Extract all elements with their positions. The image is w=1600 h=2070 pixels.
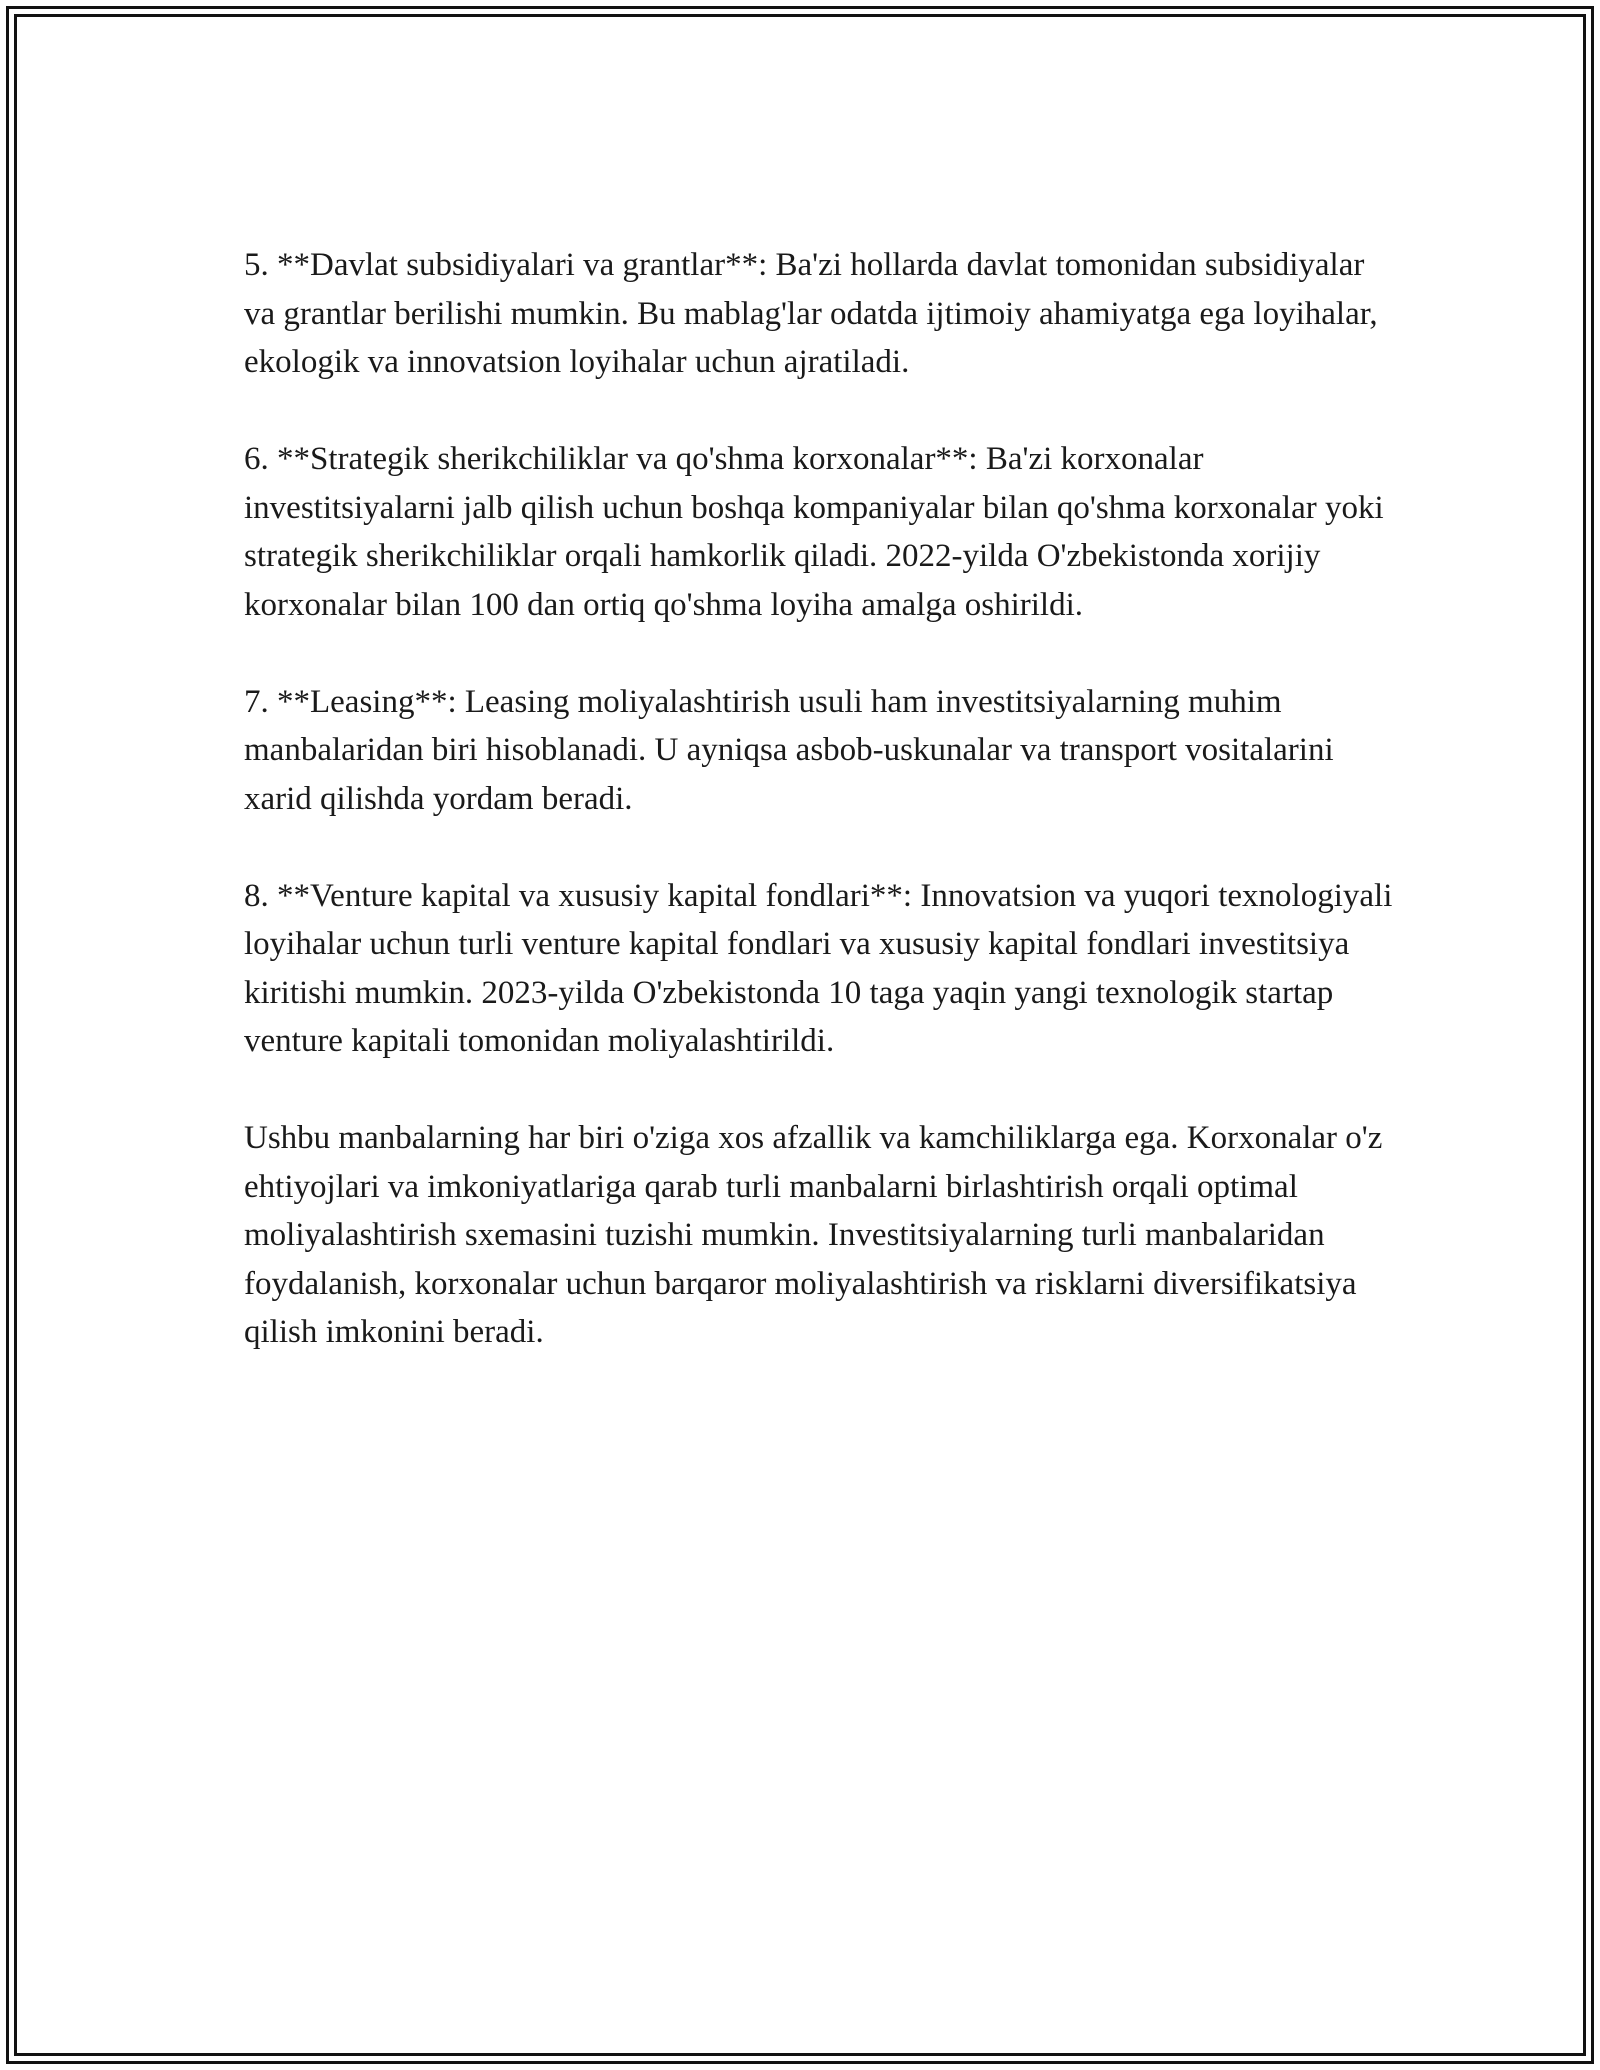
paragraph-strategic-partnerships: 6. **Strategik sherikchiliklar va qo'shma korxonalar**: Ba'zi korxonalar investitsiyalarni jalb qilish uchun boshqa kompaniyalar bilan qo'shma korxonalar yoki strategik sherikchiliklar orqali hamkorlik qiladi. 2022-yilda O'zbekistonda xorijiy korxonalar bilan 100 dan ortiq qo'shma loyiha amalga oshirildi. — [244, 441, 1384, 623]
paragraph-venture-capital: 8. **Venture kapital va xususiy kapital fondlari**: Innovatsion va yuqori texnologiyali loyihalar uchun turli venture kapital fondlari va xususiy kapital fondlari investitsiya kiritishi mumkin. 2023-yilda O'zbekistonda 10 taga yaqin yangi texnologik startap venture kapitali tomonidan moliyalashtirildi. — [244, 877, 1393, 1059]
paragraph-conclusion: Ushbu manbalarning har biri o'ziga xos afzallik va kamchiliklarga ega. Korxonalar o'z ehtiyojlari va imkoniyatlariga qarab turli manbalarni birlashtirish orqali optimal moliyalashtirish sxemasini tuzishi mumkin. Investitsiyalarning turli manbalaridan foydalanish, korxonalar uchun barqaror moliyalashtirish va risklarni diversifikatsiya qilish imkonini beradi. — [244, 1120, 1383, 1350]
document-body — [244, 241, 1394, 1405]
paragraph-government-subsidies: 5. **Davlat subsidiyalari va grantlar**: Ba'zi hollarda davlat tomonidan subsidiyalar va grantlar berilishi mumkin. Bu mablag'lar odatda ijtimoiy ahamiyatga ega loyihalar, ekologik va innovatsion loyihalar uchun ajratiladi. — [244, 247, 1378, 380]
page-frame — [6, 6, 1594, 2064]
paragraph-leasing: 7. **Leasing**: Leasing moliyalashtirish usuli ham investitsiyalarning muhim manbalaridan biri hisoblanadi. U ayniqsa asbob-uskunalar va transport vositalarini xarid qilishda yordam beradi. — [244, 683, 1334, 817]
